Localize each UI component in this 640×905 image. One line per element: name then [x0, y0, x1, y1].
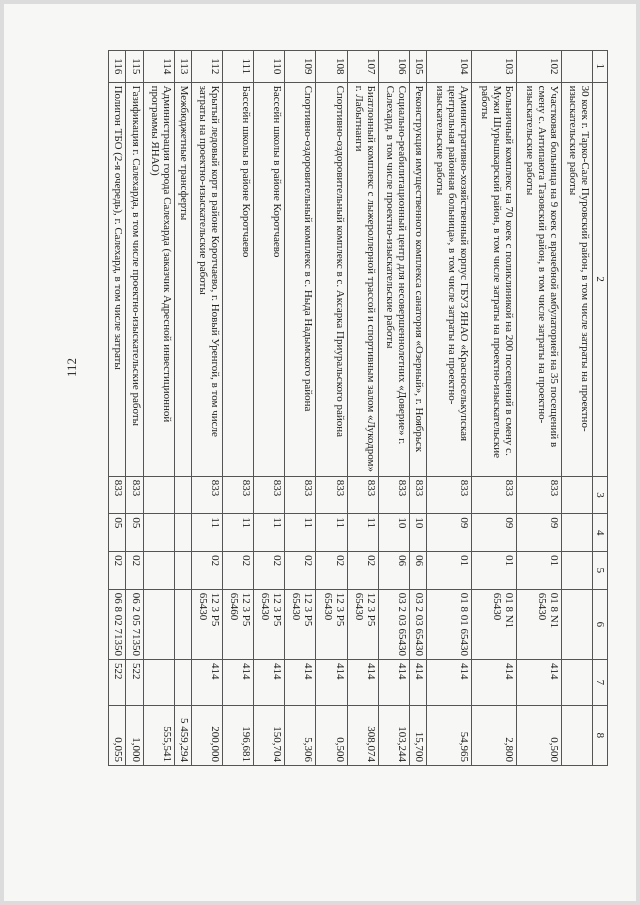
- row-vr: 522: [126, 660, 143, 706]
- row-sum: 5 459,294: [174, 705, 191, 765]
- row-rz: 11: [347, 514, 378, 552]
- row-name: Социально-реабилитационный центр для несовершеннолетних «Доверие» г. Салехард, в том числе проектно-изыскательские работы: [378, 82, 409, 476]
- row-csr: 01 8 01 65430: [427, 589, 472, 659]
- row-grbs: 833: [285, 476, 316, 514]
- row-sum: 150,704: [254, 705, 285, 765]
- table-row: [285, 51, 316, 766]
- row-vr: [561, 660, 592, 706]
- row-sum: 5,306: [285, 705, 316, 765]
- row-sum: 0,055: [109, 705, 126, 765]
- row-csr: [561, 589, 592, 659]
- page-number: 112: [64, 357, 79, 377]
- row-number: 107: [347, 51, 378, 83]
- table-row: [143, 51, 174, 766]
- row-rz: [174, 514, 191, 552]
- table-row: [109, 51, 126, 766]
- row-number: 113: [174, 51, 191, 83]
- row-name: Больничный комплекс на 70 коек с поликлиникой на 200 посещений в смену с. Мужи Шурышкарский район, в том числе затраты на проектно-изыскательские работы: [472, 82, 517, 476]
- header-cell: 1: [593, 51, 608, 83]
- row-rz: 05: [109, 514, 126, 552]
- row-name: Спортивно-оздоровительный комплекс в с. Ныда Надымского района: [285, 82, 316, 476]
- row-grbs: 833: [254, 476, 285, 514]
- row-csr: [143, 589, 174, 659]
- row-csr: 06 2 05 71350: [126, 589, 143, 659]
- header-cell: 5: [593, 552, 608, 590]
- row-vr: 414: [409, 660, 426, 706]
- row-pr: 02: [347, 552, 378, 590]
- row-sum: 0,500: [516, 705, 561, 765]
- header-cell: 6: [593, 589, 608, 659]
- row-name: 30 коек г. Тарко-Сале Пуровский район, в том числе затраты на проектно-изыскательские работы: [561, 82, 592, 476]
- row-vr: 414: [472, 660, 517, 706]
- row-rz: 09: [516, 514, 561, 552]
- header-cell: 4: [593, 514, 608, 552]
- row-csr: 12 3 P5 65430: [192, 589, 223, 659]
- row-name: Бассейн школы в районе Коротчаево: [254, 82, 285, 476]
- row-pr: 02: [126, 552, 143, 590]
- row-grbs: [561, 476, 592, 514]
- row-rz: [143, 514, 174, 552]
- row-rz: 11: [254, 514, 285, 552]
- row-sum: 196,681: [223, 705, 254, 765]
- header-cell: 8: [593, 705, 608, 765]
- row-rz: [561, 514, 592, 552]
- row-vr: 414: [378, 660, 409, 706]
- row-pr: 02: [285, 552, 316, 590]
- row-vr: 414: [427, 660, 472, 706]
- row-pr: [561, 552, 592, 590]
- row-grbs: 833: [378, 476, 409, 514]
- table-row: [223, 51, 254, 766]
- row-grbs: 833: [516, 476, 561, 514]
- row-sum: 54,965: [427, 705, 472, 765]
- row-name: Спортивно-оздоровительный комплекс в с. Аксарка Приуральского района: [316, 82, 347, 476]
- row-pr: 02: [316, 552, 347, 590]
- row-csr: 06 8 02 71350: [109, 589, 126, 659]
- row-rz: 10: [409, 514, 426, 552]
- row-name: Крытый ледовый корт в районе Коротчаево, г. Новый Уренгой, в том числе затраты на проектно-изыскательские работы: [192, 82, 223, 476]
- header-cell: 3: [593, 476, 608, 514]
- row-name: Биатлонный комплекс с лыжероллерной трассой и спортивным залом «Лукодром» г. Лабытнанги: [347, 82, 378, 476]
- row-number: 110: [254, 51, 285, 83]
- row-pr: 02: [192, 552, 223, 590]
- row-sum: 2,800: [472, 705, 517, 765]
- row-pr: 06: [378, 552, 409, 590]
- row-grbs: 833: [223, 476, 254, 514]
- row-csr: 01 8 N1 65430: [472, 589, 517, 659]
- row-rz: 11: [223, 514, 254, 552]
- row-grbs: 833: [472, 476, 517, 514]
- row-vr: 414: [223, 660, 254, 706]
- row-pr: 02: [223, 552, 254, 590]
- rotated-table-wrapper: [108, 50, 608, 766]
- row-csr: 03 2 03 65430: [378, 589, 409, 659]
- row-pr: 02: [109, 552, 126, 590]
- row-sum: 308,074: [347, 705, 378, 765]
- row-vr: 414: [192, 660, 223, 706]
- budget-table: [108, 50, 608, 766]
- row-sum: [561, 705, 592, 765]
- row-name: Участковая больница на 9 коек с врачебной амбулаторией на 35 посещений в смену с. Антипаюта Тазовский район, в том числе затраты на проектно-изыскательские работы: [516, 82, 561, 476]
- row-sum: 555,541: [143, 705, 174, 765]
- row-vr: 414: [254, 660, 285, 706]
- row-grbs: 833: [192, 476, 223, 514]
- row-sum: 1,000: [126, 705, 143, 765]
- row-csr: [174, 589, 191, 659]
- row-name: Межбюджетные трансферты: [174, 82, 191, 476]
- row-rz: 09: [427, 514, 472, 552]
- row-number: 114: [143, 51, 174, 83]
- row-csr: 01 8 N1 65430: [516, 589, 561, 659]
- table-body: [109, 51, 593, 766]
- row-sum: 103,244: [378, 705, 409, 765]
- row-vr: 414: [316, 660, 347, 706]
- row-grbs: 833: [347, 476, 378, 514]
- row-vr: 522: [109, 660, 126, 706]
- row-vr: [143, 660, 174, 706]
- row-name: Административно-хозяйственный корпус ГБУЗ ЯНАО «Красноселькупская центральная районная больница», в том числе затраты на проектно-изыскательские работы: [427, 82, 472, 476]
- row-number: 115: [126, 51, 143, 83]
- row-rz: 11: [192, 514, 223, 552]
- table-row: [192, 51, 223, 766]
- row-sum: 200,000: [192, 705, 223, 765]
- header-row: [593, 51, 608, 766]
- row-sum: 15,700: [409, 705, 426, 765]
- row-name: Газификация г. Салехарда, в том числе проектно-изыскательские работы: [126, 82, 143, 476]
- row-csr: 12 3 P5 65430: [347, 589, 378, 659]
- table-row: [516, 51, 561, 766]
- row-grbs: 833: [126, 476, 143, 514]
- row-pr: [174, 552, 191, 590]
- row-name: Бассейн школы в районе Коротчаево: [223, 82, 254, 476]
- table-row: [316, 51, 347, 766]
- row-sum: 0,500: [316, 705, 347, 765]
- row-number: 111: [223, 51, 254, 83]
- row-number: 103: [472, 51, 517, 83]
- row-number: [561, 51, 592, 83]
- table-row: [174, 51, 191, 766]
- row-number: 102: [516, 51, 561, 83]
- row-csr: 12 3 P5 65430: [285, 589, 316, 659]
- row-rz: 11: [285, 514, 316, 552]
- row-rz: 09: [472, 514, 517, 552]
- row-csr: 12 3 P5 65460: [223, 589, 254, 659]
- table-row: [254, 51, 285, 766]
- row-vr: [174, 660, 191, 706]
- row-grbs: [174, 476, 191, 514]
- row-csr: 03 2 03 65430: [409, 589, 426, 659]
- row-number: 112: [192, 51, 223, 83]
- row-vr: 414: [285, 660, 316, 706]
- table-row: [126, 51, 143, 766]
- row-name: Реконструкция имущественного комплекса санатория «Озерный», г. Ноябрьск: [409, 82, 426, 476]
- document-page: [4, 4, 636, 901]
- row-number: 108: [316, 51, 347, 83]
- table-row: [472, 51, 517, 766]
- row-name: Полигон ТБО (2-я очередь), г. Салехард, в том числе затраты: [109, 82, 126, 476]
- row-number: 116: [109, 51, 126, 83]
- row-vr: 414: [516, 660, 561, 706]
- row-csr: 12 3 P5 65430: [316, 589, 347, 659]
- table-row: [378, 51, 409, 766]
- row-pr: [143, 552, 174, 590]
- row-pr: 06: [409, 552, 426, 590]
- table-row: [409, 51, 426, 766]
- row-grbs: 833: [409, 476, 426, 514]
- row-number: 106: [378, 51, 409, 83]
- row-grbs: 833: [109, 476, 126, 514]
- row-csr: 12 3 P5 65430: [254, 589, 285, 659]
- row-rz: 10: [378, 514, 409, 552]
- table-row: [561, 51, 592, 766]
- row-pr: 01: [427, 552, 472, 590]
- row-number: 104: [427, 51, 472, 83]
- row-pr: 02: [254, 552, 285, 590]
- row-name: Администрация города Салехарда (заказчик Адресной инвестиционной программы ЯНАО): [143, 82, 174, 476]
- row-number: 109: [285, 51, 316, 83]
- header-cell: 2: [593, 82, 608, 476]
- row-grbs: 833: [316, 476, 347, 514]
- table-row: [347, 51, 378, 766]
- header-cell: 7: [593, 660, 608, 706]
- row-grbs: [143, 476, 174, 514]
- row-grbs: 833: [427, 476, 472, 514]
- table-row: [427, 51, 472, 766]
- row-rz: 05: [126, 514, 143, 552]
- row-pr: 01: [472, 552, 517, 590]
- row-pr: 01: [516, 552, 561, 590]
- row-rz: 11: [316, 514, 347, 552]
- row-vr: 414: [347, 660, 378, 706]
- row-number: 105: [409, 51, 426, 83]
